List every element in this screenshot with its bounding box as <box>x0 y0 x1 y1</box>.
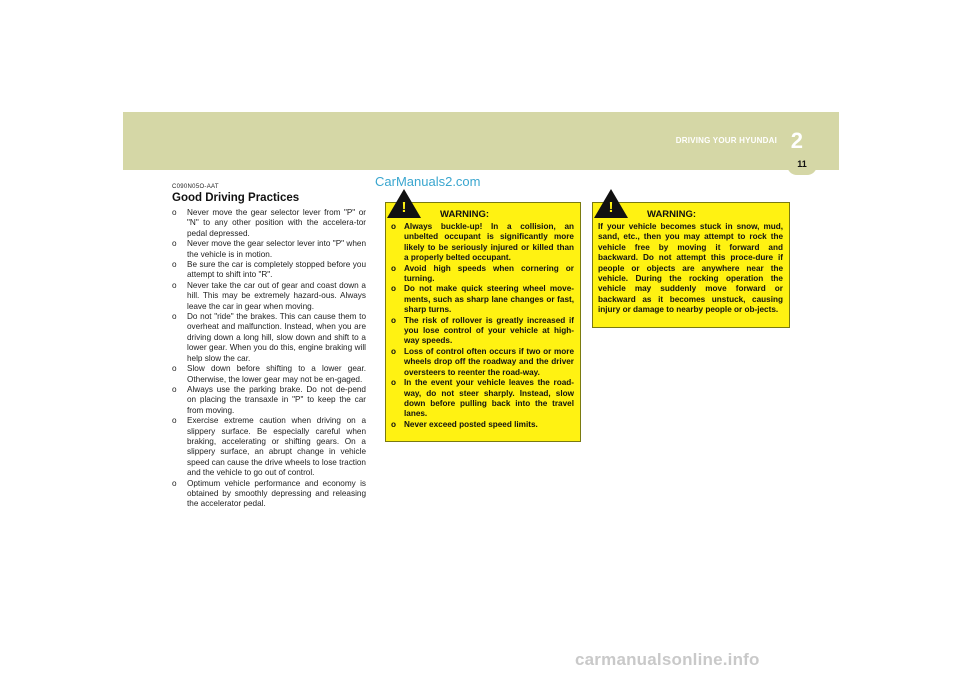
chapter-title: DRIVING YOUR HYUNDAI <box>675 136 777 145</box>
bullet-marker: o <box>172 384 177 394</box>
list-item-text: Do not make quick steering wheel move-ments, such as sharp lane changes or fast, sharp turns. <box>404 284 574 315</box>
bullet-marker: o <box>391 284 397 294</box>
warning-heading: WARNING: <box>647 209 697 220</box>
list-item <box>172 479 366 510</box>
bullet-marker: o <box>391 378 397 388</box>
warning-body <box>593 220 789 320</box>
list-item <box>172 260 366 281</box>
list-item <box>391 420 574 430</box>
list-item <box>172 364 366 385</box>
list-item-text: The risk of rollover is greatly increased if you lose control of your vehicle at high-way speeds. <box>404 315 574 346</box>
list-item <box>172 312 366 364</box>
list-item-text: In the event your vehicle leaves the road-way, do not steer sharply. Instead, slow down before pulling back into the travel lanes. <box>404 378 574 419</box>
list-item <box>172 281 366 312</box>
warning-box-stuck-vehicle <box>592 202 790 328</box>
list-item <box>391 316 574 347</box>
warning-heading: WARNING: <box>440 209 490 220</box>
list-item <box>391 284 574 315</box>
bullet-marker: o <box>172 364 177 374</box>
list-item-text: Be sure the car is completely stopped before you attempt to shift into "R". <box>187 260 366 280</box>
list-item-text: Exercise extreme caution when driving on a slippery surface. Be especially careful when braking, accelerating or shifting gears. On a slippery surface, an abrupt change in vehicle speed can cause the drive wheels to lose traction and the vehicle to go out of control. <box>187 416 366 478</box>
list-item <box>172 208 366 239</box>
list-item <box>391 264 574 285</box>
list-item <box>172 385 366 416</box>
section-code: C090N05O-AAT <box>172 184 219 190</box>
bullet-marker: o <box>391 346 397 356</box>
bullet-marker: o <box>172 478 177 488</box>
exclamation-icon: ! <box>401 199 407 216</box>
section-title: Good Driving Practices <box>172 192 300 204</box>
list-item-text: Do not "ride" the brakes. This can cause them to overheat and malfunction. Instead, when you are driving down a long hill, slow down and shift to a lower gear. When you do this, engine braking will help slow the car. <box>187 312 366 363</box>
list-item <box>391 347 574 378</box>
bullet-marker: o <box>391 263 397 273</box>
page-number: 11 <box>797 159 807 169</box>
bullet-marker: o <box>391 419 397 429</box>
list-item-text: Never move the gear selector lever into "P" when the vehicle is in motion. <box>187 239 366 259</box>
list-item-text: Slow down before shifting to a lower gear. Otherwise, the lower gear may not be en-gaged. <box>187 364 366 384</box>
chapter-header-band <box>123 112 839 170</box>
page-number-tab <box>787 155 817 175</box>
list-item <box>391 378 574 420</box>
bullet-marker: o <box>172 208 177 217</box>
bullet-marker: o <box>172 280 177 290</box>
bullet-marker: o <box>172 239 177 249</box>
warning-box-driving <box>385 202 581 442</box>
list-item-text: Never take the car out of gear and coast down a hill. This may be extremely hazard-ous. Always leave the car in gear when moving. <box>187 280 366 311</box>
driving-practices-list <box>172 208 366 510</box>
list-item-text: Never exceed posted speed limits. <box>404 419 538 429</box>
warning-list <box>391 222 574 430</box>
list-item-text: Optimum vehicle performance and economy is obtained by smoothly depressing and releasing the accelerator pedal. <box>187 478 366 509</box>
list-item-text: Always use the parking brake. Do not de-pend on placing the transaxle in "P" to keep the car from moving. <box>187 384 366 415</box>
list-item-text: Loss of control often occurs if two or more wheels drop off the roadway and the driver oversteers to reenter the road-way. <box>404 346 574 377</box>
chapter-number: 2 <box>790 128 803 153</box>
list-item-text: Avoid high speeds when cornering or turning. <box>404 263 574 284</box>
bullet-marker: o <box>172 312 177 322</box>
exclamation-icon: ! <box>608 199 614 216</box>
list-item <box>172 239 366 260</box>
bullet-marker: o <box>172 260 177 270</box>
list-item-text: Always buckle-up! In a collision, an unbelted occupant is significantly more likely to be seriously injured or killed than a properly belted occupant. <box>404 222 574 263</box>
list-item-text: Never move the gear selector lever from "P" or "N" to any other position with the accelera-tor pedal depressed. <box>187 208 366 238</box>
bullet-marker: o <box>172 416 177 426</box>
warning-body <box>386 220 580 434</box>
watermark-text-bottom: carmanualsonline.info <box>575 650 760 669</box>
list-item <box>391 222 574 264</box>
bullet-marker: o <box>391 315 397 325</box>
bullet-marker: o <box>391 222 397 231</box>
warning-text: If your vehicle becomes stuck in snow, mud, sand, etc., then you may attempt to rock the vehicle free by moving it forward and backward. Do not attempt this proce-dure if people or objects are anywhere near the vehicle. During the rocking operation the vehicle may suddenly move forward or backward as it becomes unstuck, causing injury or damage to nearby people or ob-jects. <box>598 222 783 315</box>
list-item <box>172 416 366 478</box>
watermark-link-top[interactable]: CarManuals2.com <box>375 174 481 189</box>
good-driving-section <box>172 184 366 510</box>
